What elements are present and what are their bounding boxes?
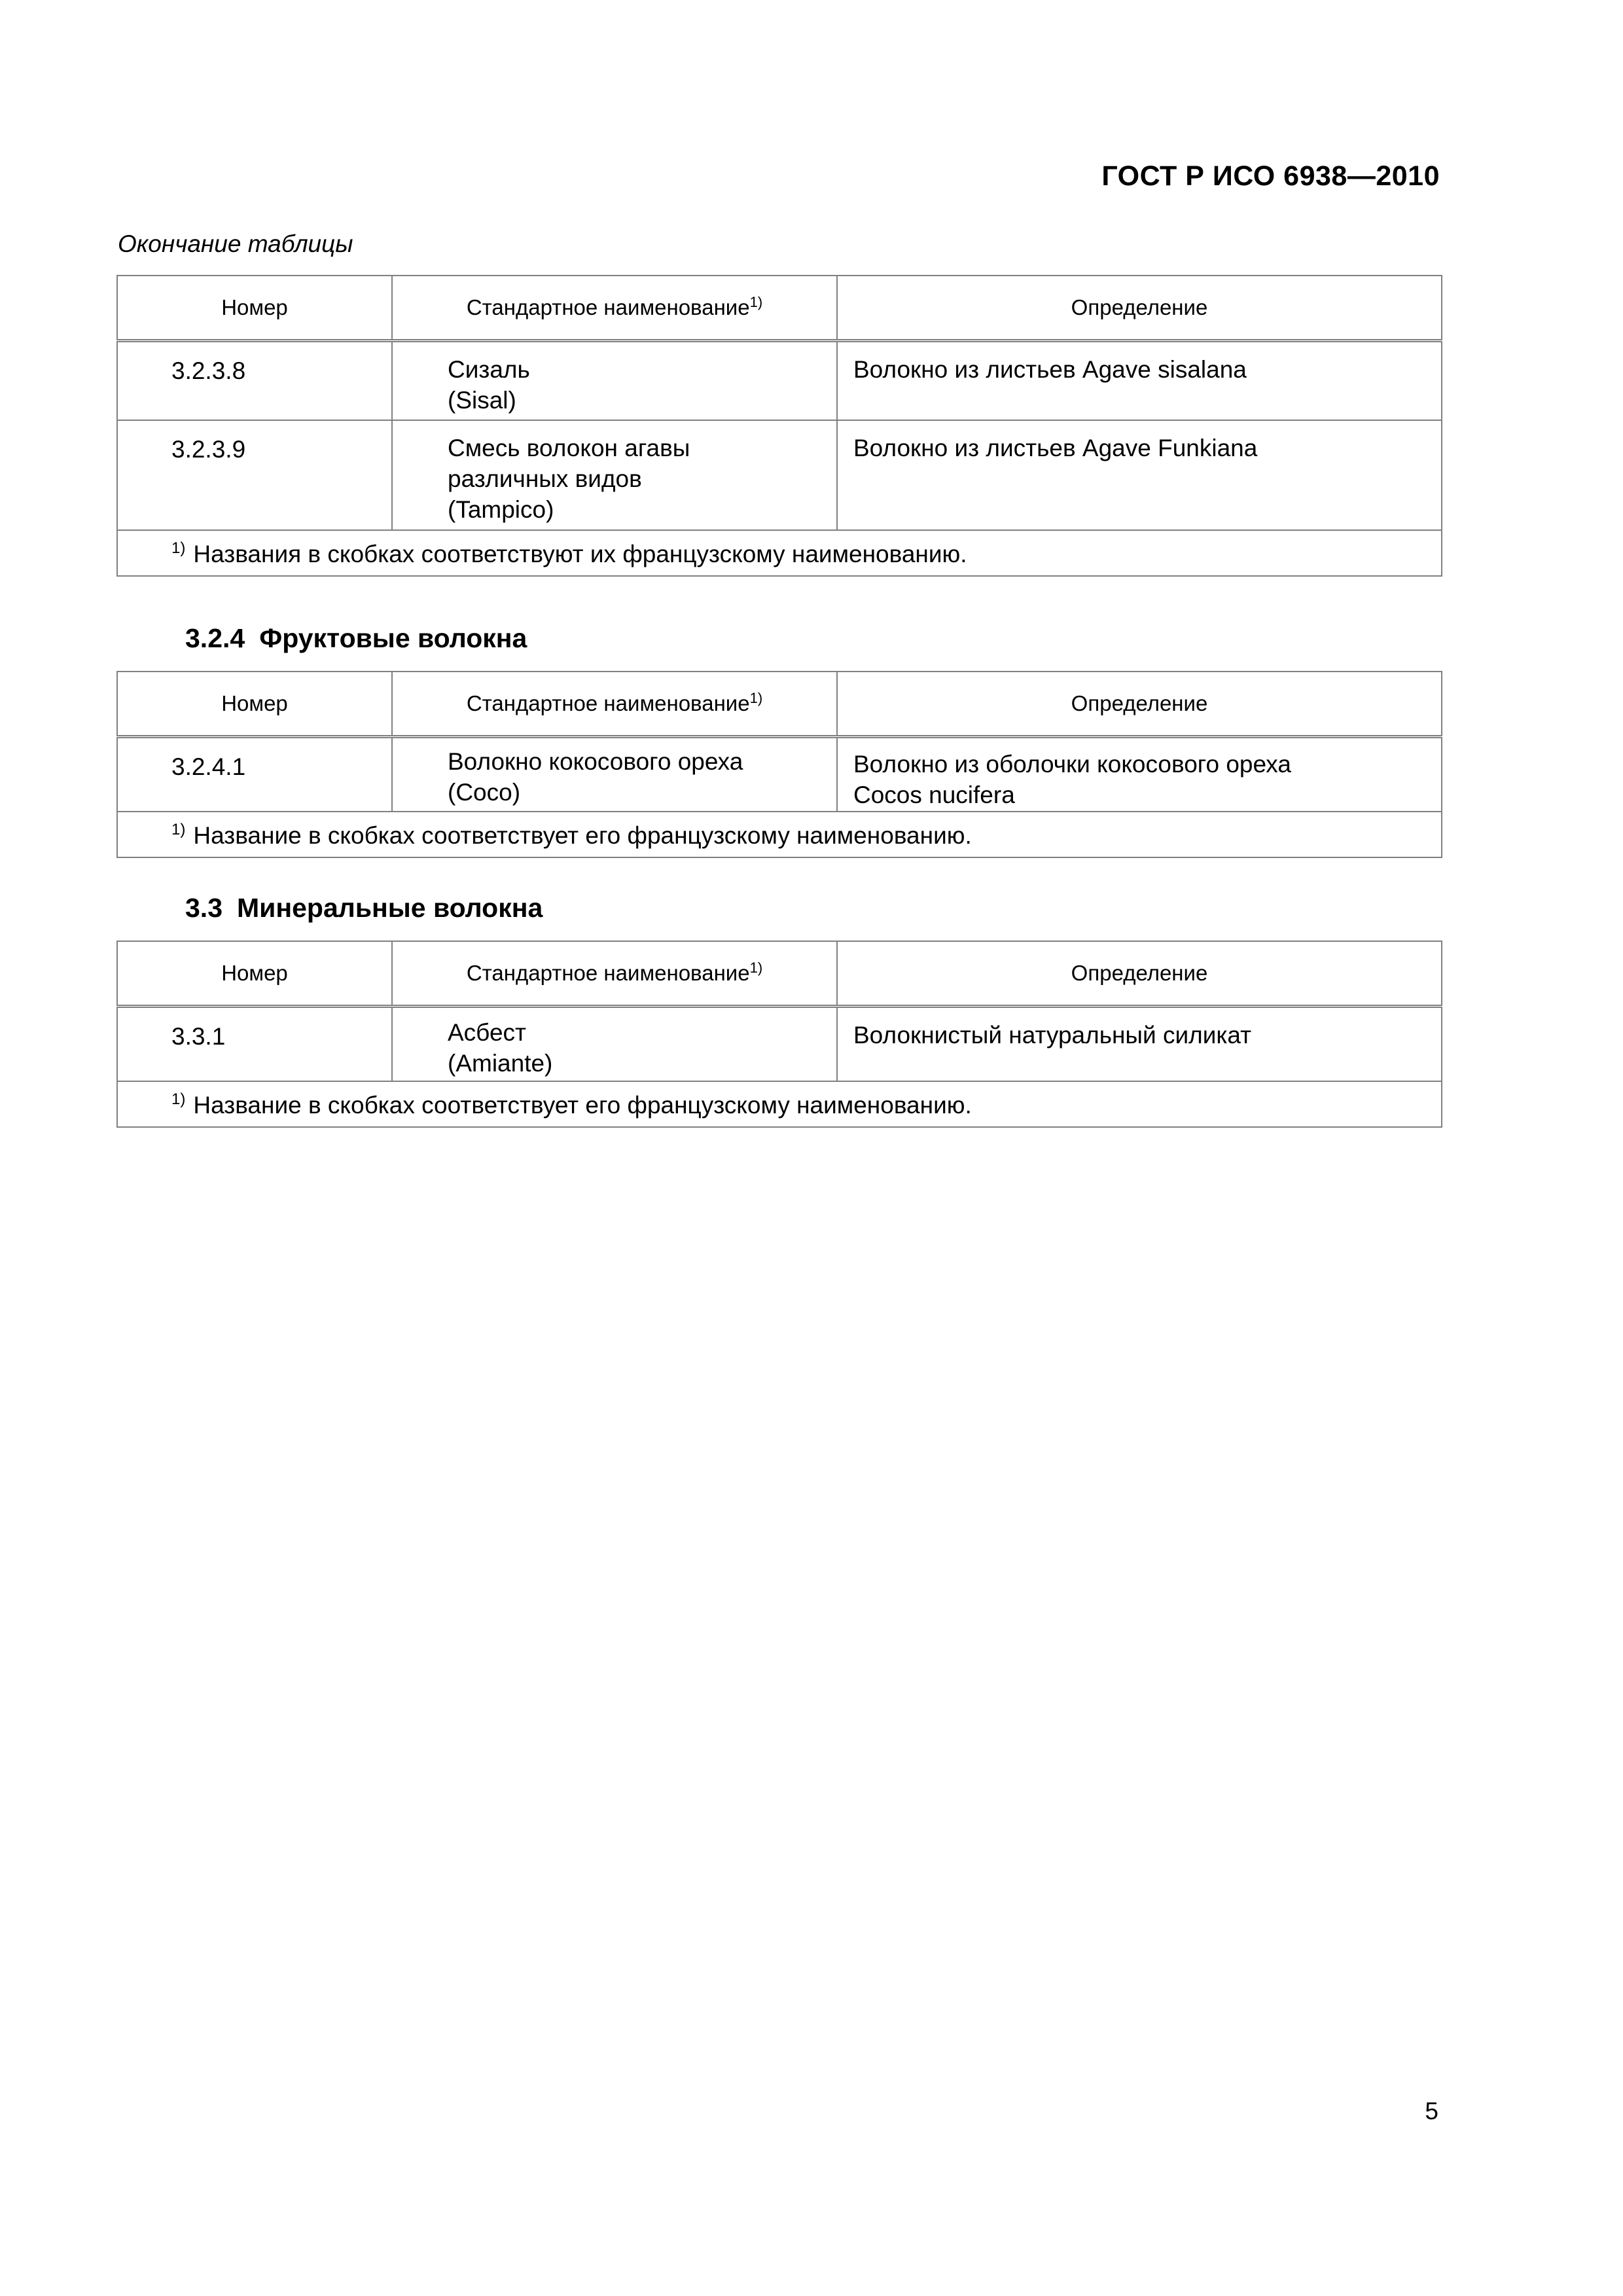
footnote-mark: 1) <box>171 821 186 839</box>
column-header-definition: Определение <box>837 941 1442 1007</box>
term-name-french: (Sisal) <box>448 387 516 414</box>
table-row <box>117 1007 1442 1081</box>
table-header-row <box>117 941 1442 1007</box>
column-header-definition: Определение <box>837 276 1442 341</box>
term-name: Волокно кокосового ореха <box>448 748 743 775</box>
table-row <box>117 737 1442 812</box>
column-header-number: Номер <box>117 672 392 737</box>
term-name: Сизаль <box>448 356 530 383</box>
term-definition: Волокнистый натуральный силикат <box>853 1022 1252 1049</box>
table-row <box>117 341 1442 420</box>
section-title: Фруктовые волокна <box>259 623 527 653</box>
term-number: 3.2.3.8 <box>171 357 246 384</box>
term-number: 3.3.1 <box>171 1023 226 1050</box>
table-header-row <box>117 672 1442 737</box>
term-definition: Волокно из листьев Agave Funkiana <box>853 434 1258 461</box>
column-header-definition: Определение <box>837 672 1442 737</box>
table-continuation-caption: Окончание таблицы <box>118 230 353 257</box>
section-heading-mineral-fibers <box>185 893 543 924</box>
term-definition-latin: Cocos nucifera <box>853 781 1015 808</box>
footnote-mark: 1) <box>171 539 186 558</box>
term-name-french: (Coco) <box>448 779 521 806</box>
footnote-row <box>117 1081 1442 1127</box>
section-heading-fruit-fibers <box>185 623 527 654</box>
term-name: различных видов <box>448 465 642 492</box>
column-header-name: Стандартное наименование$^{1)}$ <box>392 672 837 737</box>
column-header-number: Номер <box>117 276 392 341</box>
table-fruit-fibers <box>116 671 1442 858</box>
table-leaf-fibers-end <box>116 275 1442 577</box>
term-definition: Волокно из листьев Agave sisalana <box>853 356 1247 383</box>
footnote-row <box>117 812 1442 857</box>
term-name-french: (Tampico) <box>448 495 554 523</box>
section-title: Минеральные волокна <box>237 893 543 923</box>
term-definition: Волокно из оболочки кокосового ореха <box>853 751 1291 778</box>
page-number: 5 <box>1425 2098 1438 2125</box>
footnote-text: Название в скобках соответствует его французскому наименованию. <box>193 821 972 849</box>
footnote-row <box>117 530 1442 576</box>
term-name: Асбест <box>448 1019 526 1046</box>
term-number: 3.2.4.1 <box>171 753 246 780</box>
footnote-mark: 1) <box>171 1090 186 1109</box>
section-number: 3.3 <box>185 893 223 923</box>
table-row <box>117 420 1442 530</box>
column-header-name: Стандартное наименование$^{1)}$ <box>392 941 837 1007</box>
document-code: ГОСТ Р ИСО 6938—2010 <box>1101 160 1440 192</box>
section-number: 3.2.4 <box>185 623 245 653</box>
column-header-number: Номер <box>117 941 392 1007</box>
term-name: Смесь волокон агавы <box>448 434 690 461</box>
column-header-name: Стандартное наименование$^{1)}$ <box>392 276 837 341</box>
term-name-french: (Amiante) <box>448 1050 553 1077</box>
table-header-row <box>117 276 1442 341</box>
footnote-text: Названия в скобках соответствуют их французскому наименованию. <box>193 540 967 567</box>
term-number: 3.2.3.9 <box>171 435 246 463</box>
footnote-text: Название в скобках соответствует его французскому наименованию. <box>193 1091 972 1119</box>
table-mineral-fibers <box>116 941 1442 1128</box>
